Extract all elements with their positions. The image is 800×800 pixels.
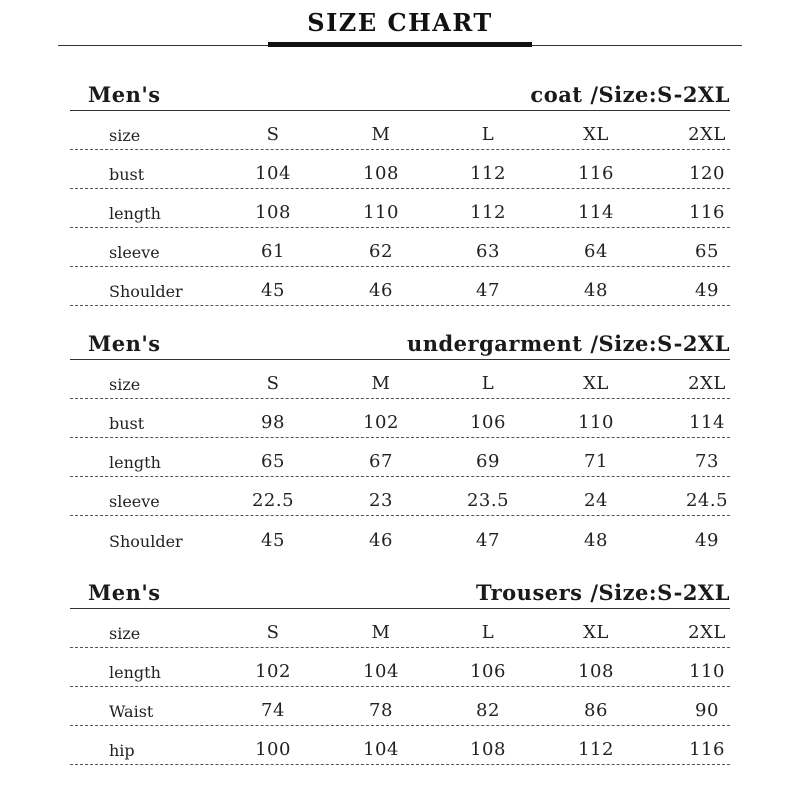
table-row (70, 438, 730, 477)
table-cell: 102 (363, 412, 399, 433)
table-cell: 64 (584, 241, 608, 262)
table-cell: M (371, 124, 391, 145)
table-cell: 49 (695, 530, 719, 551)
table-row (70, 609, 730, 648)
undergarment-size-table (70, 329, 730, 555)
table-cell: 114 (578, 202, 614, 223)
table-cell: 69 (476, 451, 500, 472)
table-cell: 65 (261, 451, 285, 472)
table-cell: 62 (369, 241, 393, 262)
row-label: length (109, 663, 161, 682)
table-row (70, 228, 730, 267)
table-cell: 106 (470, 412, 506, 433)
table-cell: S (266, 622, 280, 643)
row-label: bust (109, 414, 145, 433)
table-cell: 2XL (688, 373, 726, 394)
table-cell: 110 (363, 202, 399, 223)
table-row (70, 687, 730, 726)
row-label: Shoulder (109, 282, 183, 301)
table-cell: 23 (369, 490, 393, 511)
row-label: size (109, 624, 141, 643)
table-row (70, 648, 730, 687)
row-label: length (109, 204, 161, 223)
table-cell: 108 (578, 661, 614, 682)
table-cell: XL (583, 622, 609, 643)
section-garment-title: coat /Size:S-2XL (530, 82, 730, 107)
table-cell: 23.5 (466, 490, 510, 511)
row-label: length (109, 453, 161, 472)
table-cell: L (481, 373, 495, 394)
table-cell: 45 (261, 280, 285, 301)
table-cell: 100 (255, 739, 291, 760)
table-cell: 116 (689, 739, 725, 760)
table-cell: 22.5 (251, 490, 295, 511)
table-row (70, 399, 730, 438)
table-cell: M (371, 622, 391, 643)
table-row (70, 477, 730, 516)
row-label: Waist (109, 702, 154, 721)
table-cell: L (481, 622, 495, 643)
table-cell: 78 (369, 700, 393, 721)
table-cell: 49 (695, 280, 719, 301)
table-cell: 106 (470, 661, 506, 682)
row-label: hip (109, 741, 135, 760)
table-cell: 24 (584, 490, 608, 511)
table-cell: 102 (255, 661, 291, 682)
table-cell: 108 (470, 739, 506, 760)
table-row (70, 189, 730, 228)
table-cell: 48 (584, 530, 608, 551)
table-row (70, 360, 730, 399)
row-label: bust (109, 165, 145, 184)
table-cell: 108 (255, 202, 291, 223)
table-row (70, 267, 730, 306)
section-header (70, 578, 730, 609)
table-cell: 48 (584, 280, 608, 301)
table-cell: 104 (363, 739, 399, 760)
table-cell: 61 (261, 241, 285, 262)
row-label: sleeve (109, 243, 160, 262)
table-cell: 67 (369, 451, 393, 472)
table-cell: 2XL (688, 622, 726, 643)
section-garment-title: undergarment /Size:S-2XL (406, 331, 730, 356)
table-cell: 116 (578, 163, 614, 184)
section-gender-label: Men's (88, 82, 161, 107)
table-cell: 47 (476, 530, 500, 551)
table-cell: 112 (470, 163, 506, 184)
trousers-size-table (70, 578, 730, 765)
table-cell: 110 (689, 661, 725, 682)
table-cell: XL (583, 373, 609, 394)
table-cell: 120 (689, 163, 725, 184)
table-cell: 24.5 (685, 490, 729, 511)
section-garment-title: Trousers /Size:S-2XL (476, 580, 730, 605)
table-cell: XL (583, 124, 609, 145)
section-gender-label: Men's (88, 331, 161, 356)
table-row (70, 111, 730, 150)
table-cell: 65 (695, 241, 719, 262)
table-cell: 104 (363, 661, 399, 682)
table-cell: 73 (695, 451, 719, 472)
section-header (70, 80, 730, 111)
table-cell: M (371, 373, 391, 394)
title-underline-bar (268, 42, 532, 47)
section-header (70, 329, 730, 360)
table-cell: 114 (689, 412, 725, 433)
table-cell: 45 (261, 530, 285, 551)
table-cell: 2XL (688, 124, 726, 145)
table-cell: 104 (255, 163, 291, 184)
table-cell: 90 (695, 700, 719, 721)
row-label: Shoulder (109, 532, 183, 551)
table-cell: 46 (369, 280, 393, 301)
coat-size-table (70, 80, 730, 306)
table-cell: 71 (584, 451, 608, 472)
table-cell: 110 (578, 412, 614, 433)
table-cell: 86 (584, 700, 608, 721)
table-row (70, 516, 730, 555)
table-row (70, 726, 730, 765)
table-cell: 82 (476, 700, 500, 721)
table-cell: 63 (476, 241, 500, 262)
table-cell: 112 (470, 202, 506, 223)
page-title: SIZE CHART (307, 8, 493, 37)
section-gender-label: Men's (88, 580, 161, 605)
table-cell: 108 (363, 163, 399, 184)
row-label: size (109, 375, 141, 394)
row-label: size (109, 126, 141, 145)
table-cell: 98 (261, 412, 285, 433)
table-cell: 46 (369, 530, 393, 551)
row-label: sleeve (109, 492, 160, 511)
table-cell: 116 (689, 202, 725, 223)
table-cell: 47 (476, 280, 500, 301)
table-cell: 112 (578, 739, 614, 760)
table-cell: S (266, 373, 280, 394)
table-cell: 74 (261, 700, 285, 721)
table-cell: S (266, 124, 280, 145)
table-row (70, 150, 730, 189)
table-cell: L (481, 124, 495, 145)
